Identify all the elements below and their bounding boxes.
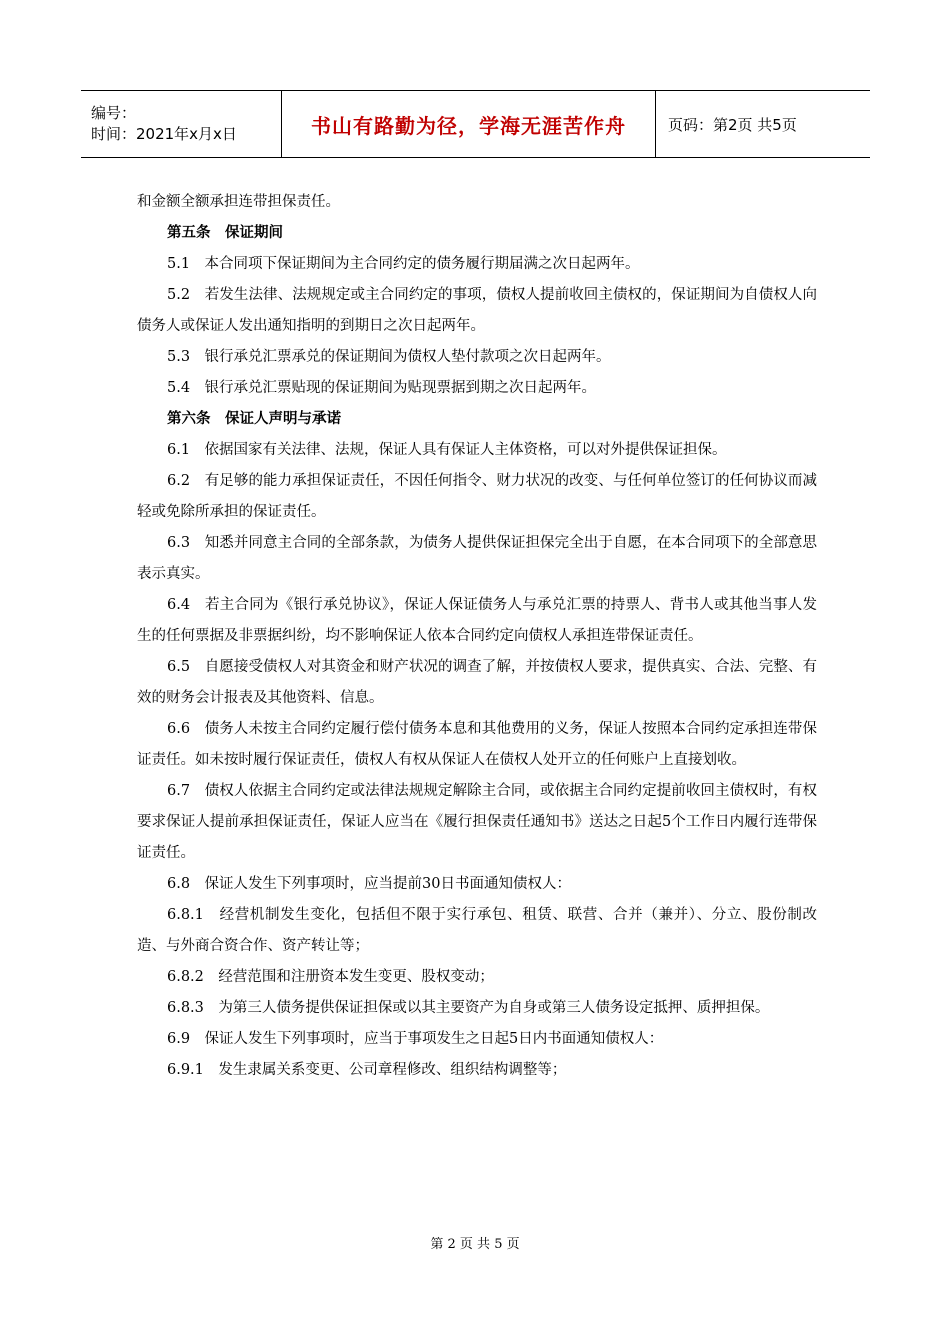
- clause-paragraph: 6.4 若主合同为《银行承兑协议》，保证人保证债务人与承兑汇票的持票人、背书人或其他当事人发生的任何票据及非票据纠纷，均不影响保证人依本合同约定向债权人承担连带保证责任。: [137, 597, 817, 644]
- clause-paragraph: 6.5 自愿接受债权人对其资金和财产状况的调查了解，并按债权人要求，提供真实、合法、完整、有效的财务会计报表及其他资料、信息。: [137, 659, 817, 706]
- clause-paragraph: 6.8.1 经营机制发生变化，包括但不限于实行承包、租赁、联营、合并（兼并）、分立、股份制改造、与外商合资合作、资产转让等；: [137, 907, 817, 954]
- clause-paragraph: 5.1 本合同项下保证期间为主合同约定的债务履行期届满之次日起两年。: [167, 256, 640, 272]
- clause-paragraph: 6.6 债务人未按主合同约定履行偿付债务本息和其他费用的义务，保证人按照本合同约定承担连带保证责任。如未按时履行保证责任，债权人有权从保证人在债权人处开立的任何账户上直接划收。: [137, 721, 817, 768]
- clause-paragraph: 5.2 若发生法律、法规规定或主合同约定的事项，债权人提前收回主债权的，保证期间为自债权人向债务人或保证人发出通知指明的到期日之次日起两年。: [137, 287, 817, 334]
- clause-paragraph: 6.7 债权人依据主合同约定或法律法规规定解除主合同，或依据主合同约定提前收回主债权时，有权要求保证人提前承担保证责任，保证人应当在《履行担保责任通知书》送达之日起5个工作日内履行连带保证责任。: [137, 783, 817, 861]
- clause-paragraph: 6.9.1 发生隶属关系变更、公司章程修改、组织结构调整等；: [167, 1062, 567, 1078]
- clause-paragraph: 6.8 保证人发生下列事项时，应当提前30日书面通知债权人：: [167, 876, 572, 892]
- document-body: [137, 187, 817, 1086]
- clause-paragraph: 6.1 依据国家有关法律、法规，保证人具有保证人主体资格，可以对外提供保证担保。: [167, 442, 727, 458]
- header-motto-cell: [281, 91, 656, 157]
- document-time-label: 时间：2021年x月x日: [91, 125, 237, 143]
- page-footer: 第 2 页 共 5 页: [430, 1237, 520, 1252]
- clause-paragraph: 5.3 银行承兑汇票承兑的保证期间为债权人垫付款项之次日起两年。: [167, 349, 611, 365]
- header-page-label: 页码：第2页 共5页: [668, 115, 797, 134]
- clause-paragraph: 6.8.3 为第三人债务提供保证担保或以其主要资产为自身或第三人债务设定抵押、质押担保。: [167, 1000, 770, 1016]
- clause-paragraph: 6.3 知悉并同意主合同的全部条款，为债务人提供保证担保完全出于自愿，在本合同项下的全部意思表示真实。: [137, 535, 817, 582]
- clause-paragraph: 6.9 保证人发生下列事项时，应当于事项发生之日起5日内书面通知债权人：: [167, 1031, 664, 1047]
- clause-paragraph: 6.8.2 经营范围和注册资本发生变更、股权变动；: [167, 969, 494, 985]
- document-number-label: 编号：: [91, 104, 137, 122]
- article-heading: 第六条 保证人声明与承诺: [167, 411, 341, 427]
- header-page-cell: [656, 91, 870, 157]
- clause-paragraph: 5.4 银行承兑汇票贴现的保证期间为贴现票据到期之次日起两年。: [167, 380, 597, 396]
- clause-paragraph: 6.2 有足够的能力承担保证责任，不因任何指令、财力状况的改变、与任何单位签订的任何协议而减轻或免除所承担的保证责任。: [137, 473, 817, 520]
- paragraph-continuation: 和金额全额承担连带担保责任。: [137, 194, 340, 210]
- page-header: [81, 90, 870, 158]
- header-meta: [81, 91, 281, 157]
- header-motto: 书山有路勤为径，学海无涯苦作舟: [311, 113, 626, 138]
- article-heading: 第五条 保证期间: [167, 225, 283, 241]
